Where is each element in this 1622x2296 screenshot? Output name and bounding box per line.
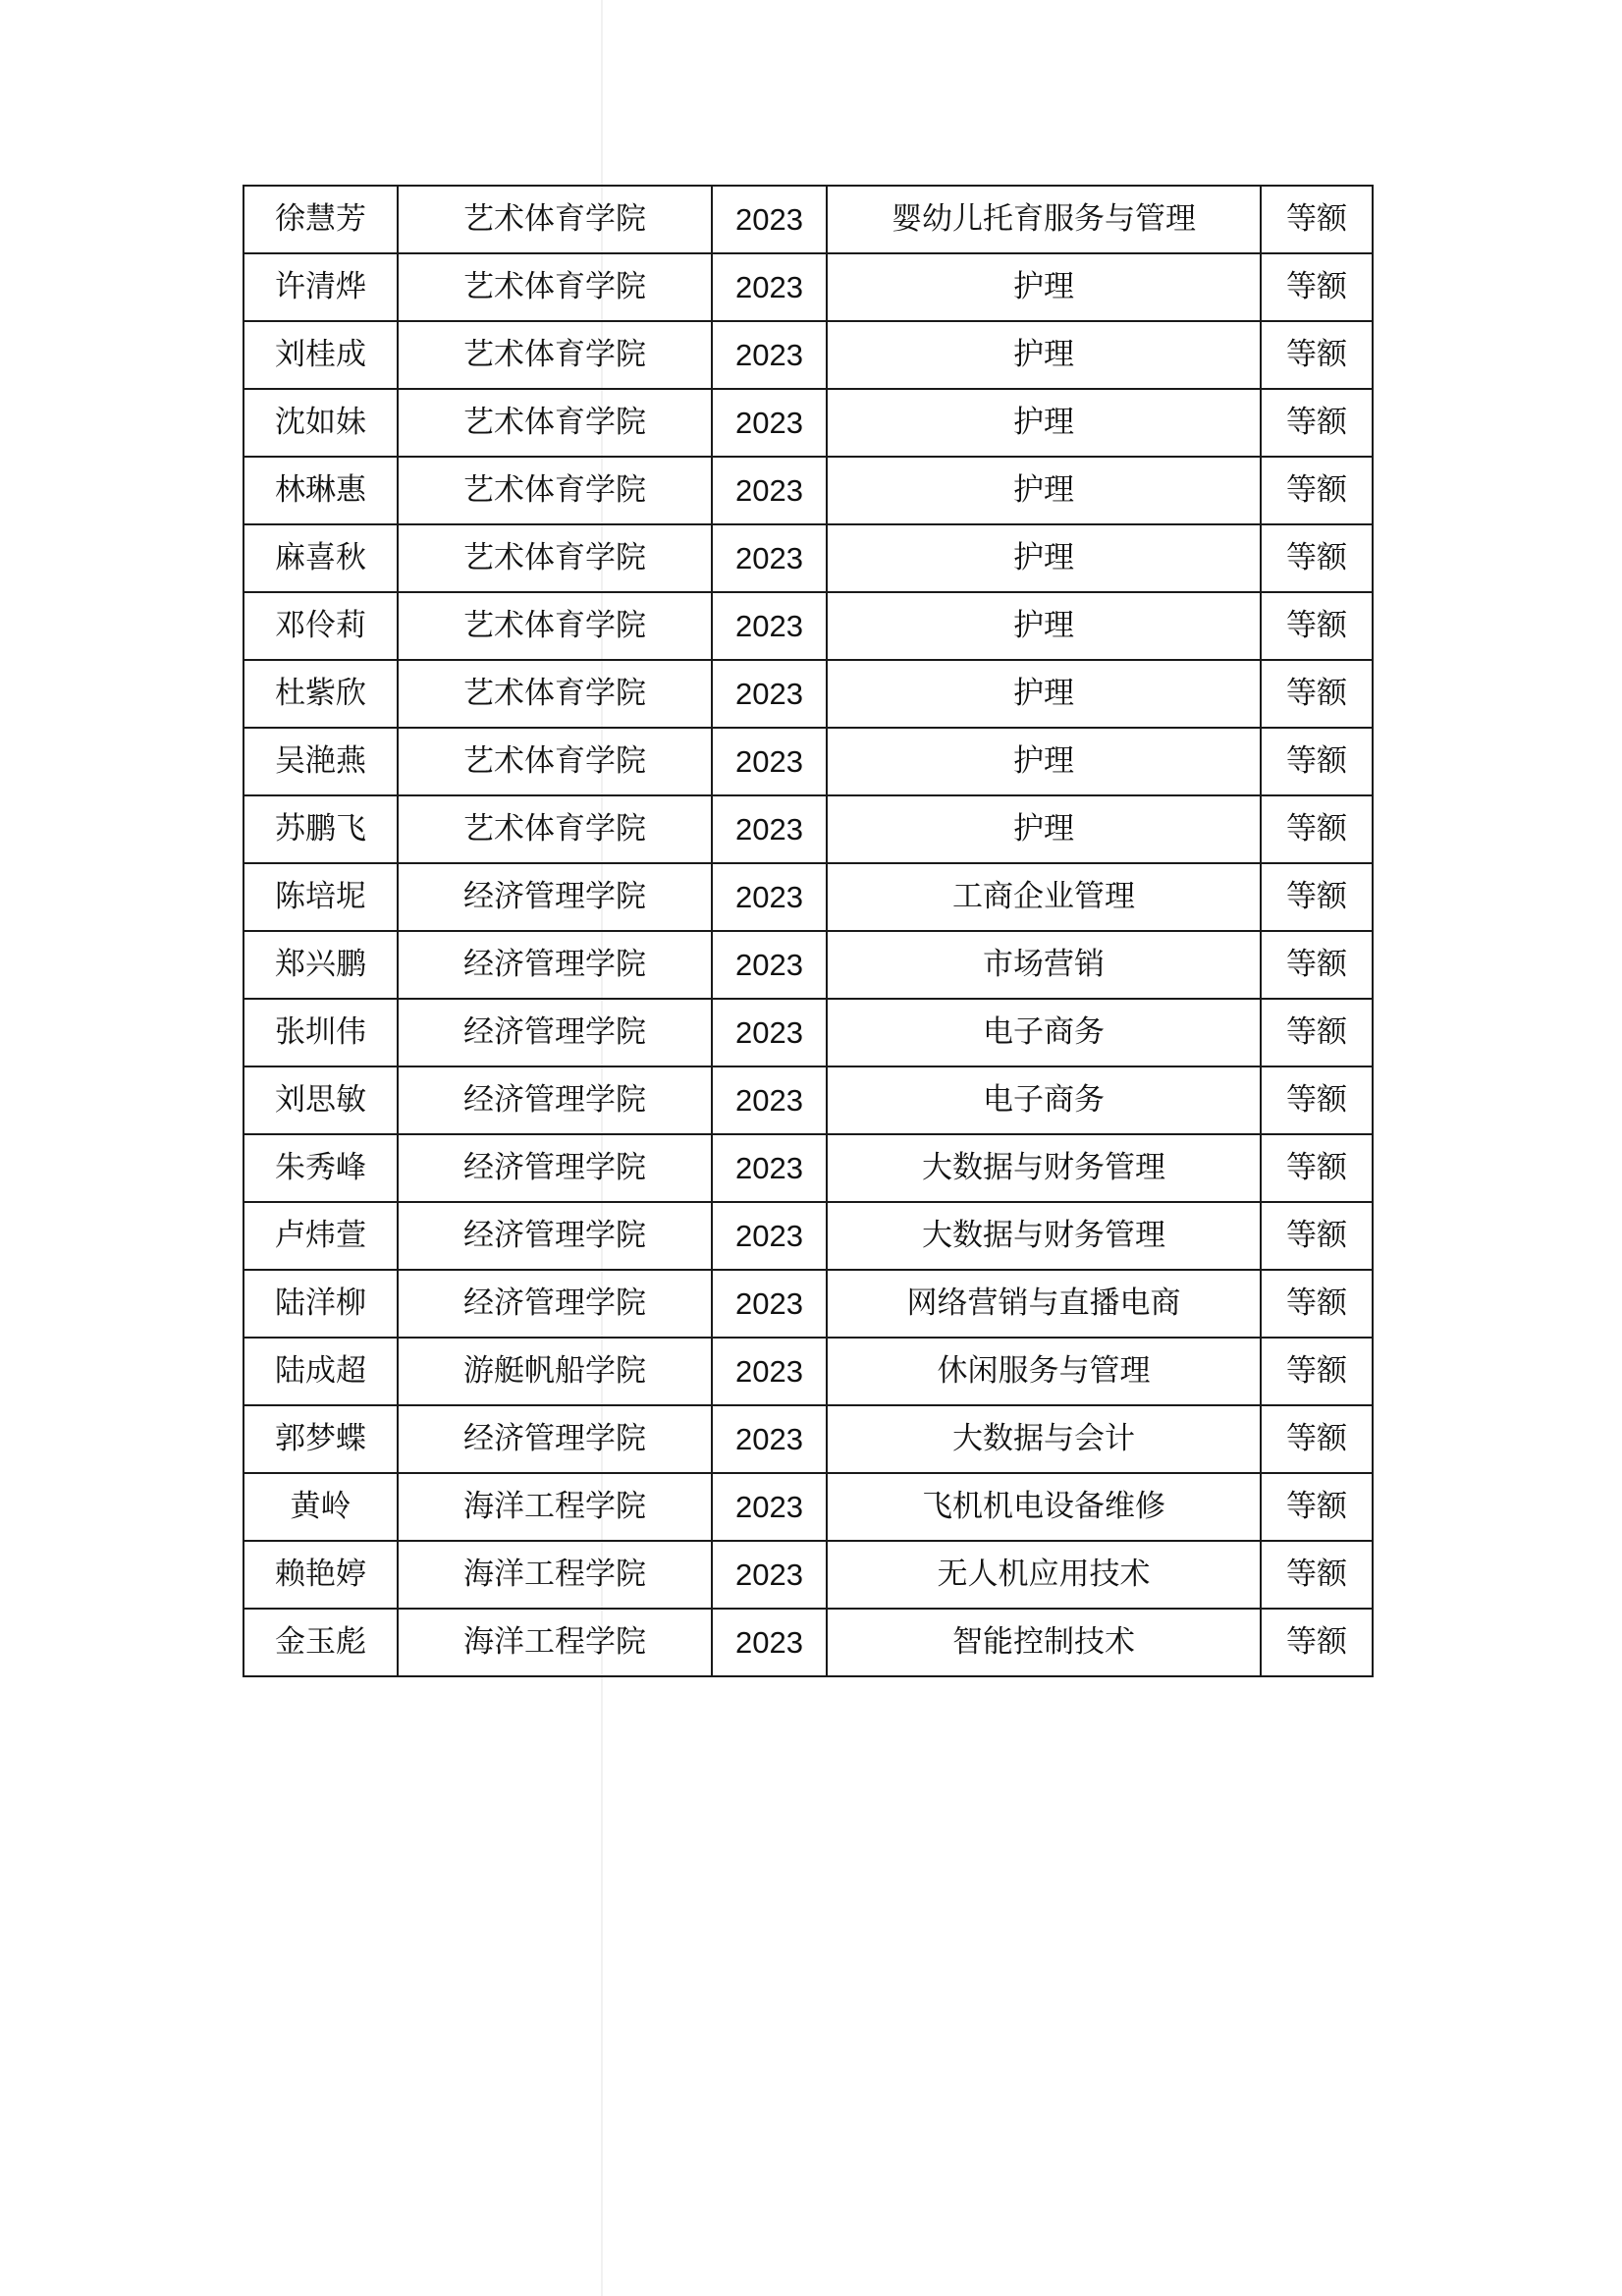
- major-cell: 护理: [827, 524, 1261, 592]
- year-cell: 2023: [712, 524, 827, 592]
- quota-type-cell: 等额: [1261, 592, 1373, 660]
- student-name-cell: 郑兴鹏: [243, 931, 398, 999]
- student-name-cell: 沈如妹: [243, 389, 398, 457]
- student-name-cell: 朱秀峰: [243, 1134, 398, 1202]
- student-name-cell: 赖艳婷: [243, 1541, 398, 1609]
- college-cell: 艺术体育学院: [398, 592, 712, 660]
- college-cell: 经济管理学院: [398, 1066, 712, 1134]
- table-row: [243, 1338, 1373, 1405]
- quota-type-cell: 等额: [1261, 389, 1373, 457]
- year-cell: 2023: [712, 389, 827, 457]
- college-cell: 经济管理学院: [398, 931, 712, 999]
- college-cell: 艺术体育学院: [398, 524, 712, 592]
- year-cell: 2023: [712, 728, 827, 795]
- year-cell: 2023: [712, 1270, 827, 1338]
- student-name-cell: 林琳惠: [243, 457, 398, 524]
- table-row: [243, 931, 1373, 999]
- year-cell: 2023: [712, 1202, 827, 1270]
- year-cell: 2023: [712, 253, 827, 321]
- college-cell: 艺术体育学院: [398, 660, 712, 728]
- table-row: [243, 863, 1373, 931]
- quota-type-cell: 等额: [1261, 795, 1373, 863]
- year-cell: 2023: [712, 592, 827, 660]
- table-row: [243, 253, 1373, 321]
- major-cell: 护理: [827, 253, 1261, 321]
- quota-type-cell: 等额: [1261, 1134, 1373, 1202]
- college-cell: 艺术体育学院: [398, 389, 712, 457]
- major-cell: 休闲服务与管理: [827, 1338, 1261, 1405]
- year-cell: 2023: [712, 1473, 827, 1541]
- major-cell: 护理: [827, 389, 1261, 457]
- table-row: [243, 186, 1373, 253]
- table-row: [243, 321, 1373, 389]
- student-name-cell: 邓伶莉: [243, 592, 398, 660]
- college-cell: 艺术体育学院: [398, 321, 712, 389]
- college-cell: 艺术体育学院: [398, 728, 712, 795]
- table-row: [243, 524, 1373, 592]
- major-cell: 市场营销: [827, 931, 1261, 999]
- major-cell: 工商企业管理: [827, 863, 1261, 931]
- quota-type-cell: 等额: [1261, 1609, 1373, 1676]
- year-cell: 2023: [712, 1609, 827, 1676]
- student-name-cell: 杜紫欣: [243, 660, 398, 728]
- quota-type-cell: 等额: [1261, 999, 1373, 1066]
- college-cell: 艺术体育学院: [398, 186, 712, 253]
- quota-type-cell: 等额: [1261, 1338, 1373, 1405]
- year-cell: 2023: [712, 1338, 827, 1405]
- college-cell: 艺术体育学院: [398, 457, 712, 524]
- student-name-cell: 许清烨: [243, 253, 398, 321]
- roster-table-body: [243, 186, 1373, 1676]
- major-cell: 护理: [827, 592, 1261, 660]
- table-row: [243, 1134, 1373, 1202]
- college-cell: 经济管理学院: [398, 1270, 712, 1338]
- college-cell: 海洋工程学院: [398, 1541, 712, 1609]
- quota-type-cell: 等额: [1261, 1473, 1373, 1541]
- major-cell: 无人机应用技术: [827, 1541, 1261, 1609]
- table-row: [243, 1541, 1373, 1609]
- major-cell: 大数据与财务管理: [827, 1134, 1261, 1202]
- major-cell: 护理: [827, 457, 1261, 524]
- major-cell: 大数据与会计: [827, 1405, 1261, 1473]
- student-name-cell: 陈培坭: [243, 863, 398, 931]
- major-cell: 飞机机电设备维修: [827, 1473, 1261, 1541]
- year-cell: 2023: [712, 999, 827, 1066]
- year-cell: 2023: [712, 795, 827, 863]
- table-row: [243, 1202, 1373, 1270]
- student-name-cell: 吴滟燕: [243, 728, 398, 795]
- college-cell: 海洋工程学院: [398, 1473, 712, 1541]
- table-row: [243, 728, 1373, 795]
- table-row: [243, 1473, 1373, 1541]
- quota-type-cell: 等额: [1261, 524, 1373, 592]
- quota-type-cell: 等额: [1261, 186, 1373, 253]
- major-cell: 护理: [827, 321, 1261, 389]
- student-name-cell: 金玉彪: [243, 1609, 398, 1676]
- table-row: [243, 1609, 1373, 1676]
- major-cell: 电子商务: [827, 999, 1261, 1066]
- table-row: [243, 660, 1373, 728]
- college-cell: 艺术体育学院: [398, 795, 712, 863]
- table-row: [243, 457, 1373, 524]
- student-name-cell: 麻喜秋: [243, 524, 398, 592]
- year-cell: 2023: [712, 863, 827, 931]
- college-cell: 海洋工程学院: [398, 1609, 712, 1676]
- college-cell: 经济管理学院: [398, 1134, 712, 1202]
- year-cell: 2023: [712, 660, 827, 728]
- year-cell: 2023: [712, 1541, 827, 1609]
- year-cell: 2023: [712, 186, 827, 253]
- year-cell: 2023: [712, 1134, 827, 1202]
- quota-type-cell: 等额: [1261, 660, 1373, 728]
- table-row: [243, 795, 1373, 863]
- student-name-cell: 郭梦蝶: [243, 1405, 398, 1473]
- college-cell: 经济管理学院: [398, 1202, 712, 1270]
- quota-type-cell: 等额: [1261, 931, 1373, 999]
- college-cell: 经济管理学院: [398, 863, 712, 931]
- table-row: [243, 389, 1373, 457]
- quota-type-cell: 等额: [1261, 321, 1373, 389]
- college-cell: 经济管理学院: [398, 999, 712, 1066]
- major-cell: 婴幼儿托育服务与管理: [827, 186, 1261, 253]
- college-cell: 艺术体育学院: [398, 253, 712, 321]
- major-cell: 大数据与财务管理: [827, 1202, 1261, 1270]
- quota-type-cell: 等额: [1261, 1541, 1373, 1609]
- table-row: [243, 999, 1373, 1066]
- quota-type-cell: 等额: [1261, 253, 1373, 321]
- year-cell: 2023: [712, 1066, 827, 1134]
- college-cell: 游艇帆船学院: [398, 1338, 712, 1405]
- quota-type-cell: 等额: [1261, 728, 1373, 795]
- table-row: [243, 1270, 1373, 1338]
- year-cell: 2023: [712, 457, 827, 524]
- table-row: [243, 1405, 1373, 1473]
- quota-type-cell: 等额: [1261, 1202, 1373, 1270]
- major-cell: 网络营销与直播电商: [827, 1270, 1261, 1338]
- table-row: [243, 1066, 1373, 1134]
- student-name-cell: 黄岭: [243, 1473, 398, 1541]
- student-name-cell: 卢炜萱: [243, 1202, 398, 1270]
- student-roster-table: [243, 185, 1374, 1677]
- student-name-cell: 刘桂成: [243, 321, 398, 389]
- major-cell: 智能控制技术: [827, 1609, 1261, 1676]
- student-name-cell: 徐慧芳: [243, 186, 398, 253]
- student-name-cell: 陆洋柳: [243, 1270, 398, 1338]
- student-name-cell: 刘思敏: [243, 1066, 398, 1134]
- quota-type-cell: 等额: [1261, 457, 1373, 524]
- major-cell: 护理: [827, 728, 1261, 795]
- major-cell: 护理: [827, 660, 1261, 728]
- quota-type-cell: 等额: [1261, 1405, 1373, 1473]
- quota-type-cell: 等额: [1261, 1066, 1373, 1134]
- quota-type-cell: 等额: [1261, 863, 1373, 931]
- table-row: [243, 592, 1373, 660]
- major-cell: 护理: [827, 795, 1261, 863]
- student-name-cell: 苏鹏飞: [243, 795, 398, 863]
- year-cell: 2023: [712, 931, 827, 999]
- college-cell: 经济管理学院: [398, 1405, 712, 1473]
- student-name-cell: 陆成超: [243, 1338, 398, 1405]
- student-name-cell: 张圳伟: [243, 999, 398, 1066]
- quota-type-cell: 等额: [1261, 1270, 1373, 1338]
- year-cell: 2023: [712, 1405, 827, 1473]
- major-cell: 电子商务: [827, 1066, 1261, 1134]
- year-cell: 2023: [712, 321, 827, 389]
